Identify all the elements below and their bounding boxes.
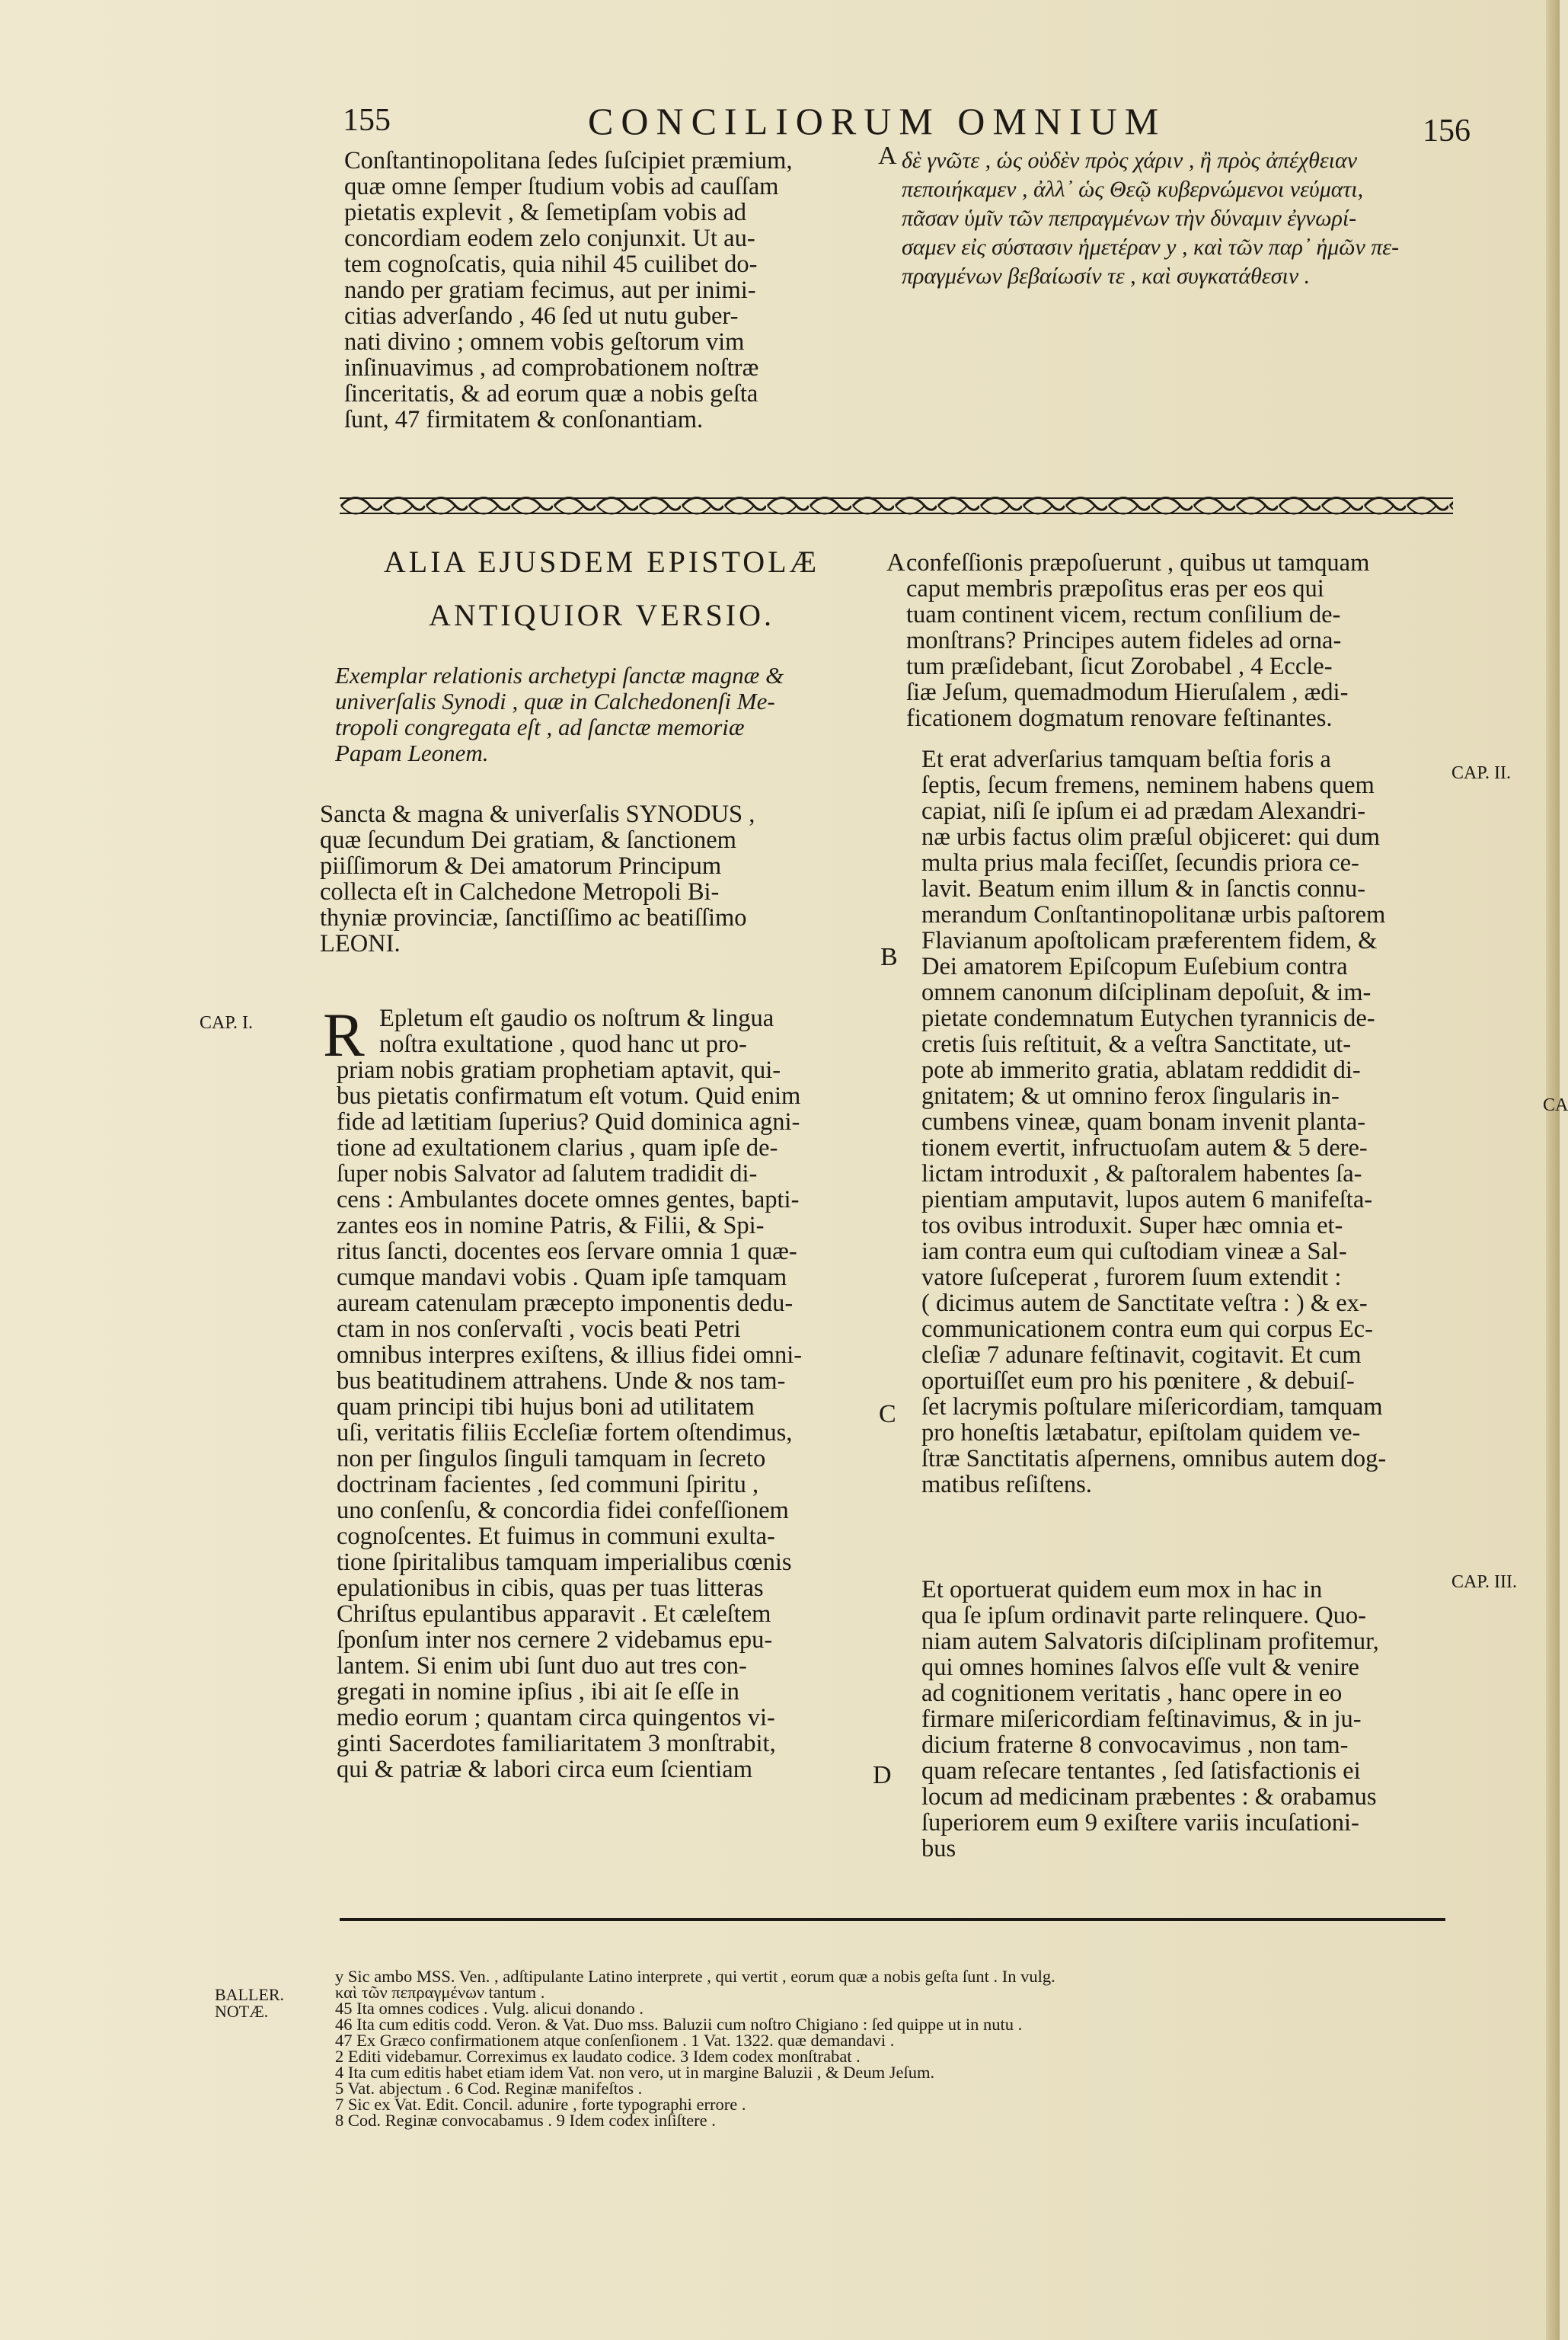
text-line: uno conſenſu, & concordia fidei confeſſionem xyxy=(337,1497,789,1524)
main-right-block-2 xyxy=(921,746,1470,1498)
text-line: tione ad exultationem clarius , quam ipſe de- xyxy=(337,1134,778,1162)
text-line: oportuiſſet eum pro his pœnitere , & debuiſ- xyxy=(921,1367,1355,1395)
text-line: tionem evertit, infructuoſam autem & 5 dere- xyxy=(921,1134,1368,1162)
greek-line: πεποιήκαμεν , ἀλλ᾽ ὡς Θεῷ κυβερνώμενοι νεύματι, xyxy=(902,177,1364,202)
text-line: ctam in nos conſervaſti , vocis beati Petri xyxy=(337,1315,741,1343)
text-line: ficationem dogmatum renovare feſtinantes. xyxy=(906,705,1333,732)
text-line: quam reſecare tentantes , ſed ſatisfactionis ei xyxy=(921,1757,1361,1785)
main-left-column xyxy=(337,1057,885,1782)
text-line: firmare miſericordiam feſtinavimus, & in ju- xyxy=(921,1705,1362,1733)
margin-letter-a-top: A xyxy=(878,142,897,170)
footnote-line: 2 Editi videbamur. Correximus ex laudato codice. 3 Idem codex monſtrabat . xyxy=(335,2047,861,2066)
text-line: bus beatitudinem attrahens. Unde & nos tam- xyxy=(337,1367,786,1395)
text-line: concordiam eodem zelo conjunxit. Ut au- xyxy=(344,225,755,252)
text-line: pietate condemnatum Eutychen tyrannicis de- xyxy=(921,1005,1375,1032)
text-line: cleſiæ 7 adunare feſtinavit, cogitavit. Et cum xyxy=(921,1341,1362,1369)
margin-cap-1: CAP. I. xyxy=(200,1013,254,1033)
text-line: omnem canonum diſciplinam depoſuit, & im- xyxy=(921,979,1372,1006)
text-line: auream catenulam præcepto imponentis dedu- xyxy=(337,1290,794,1317)
text-line: nando per gratiam fecimus, aut per inimi- xyxy=(344,277,756,304)
salutation-line: LEONI. xyxy=(320,930,401,957)
section-title-line2: ANTIQUIOR VERSIO. xyxy=(429,598,774,632)
text-line: ſinceritatis, & ad eorum quæ a nobis geſta xyxy=(344,380,758,408)
text-line: zantes eos in nomine Patris, & Filii, & Spi- xyxy=(337,1212,765,1239)
footnote-line: 5 Vat. abjectum . 6 Cod. Reginæ manifeſtos . xyxy=(335,2079,643,2098)
text-line: ſtræ Sanctitatis aſpernens, omnibus autem dog- xyxy=(921,1445,1387,1472)
text-line: bus pietatis confirmatum eſt votum. Quid enim xyxy=(337,1082,801,1110)
greek-line: δὲ γνῶτε , ὡς οὐδὲν πρὸς χάριν , ἢ πρὸς ἀπέχθειαν xyxy=(902,148,1358,173)
greek-line: σαμεν εἰς σύστασιν ἡμετέραν y , καὶ τῶν παρ᾽ ἡμῶν πε- xyxy=(902,235,1400,260)
text-line: ſet lacrymis poſtulare miſericordiam, tamquam xyxy=(921,1393,1383,1421)
salutation-line: quæ ſecundum Dei gratiam, & ſanctionem xyxy=(320,826,736,854)
text-line: multa prius mala feciſſet, ſecundis priora ce- xyxy=(921,849,1359,877)
notes-label-baller: BALLER. xyxy=(215,1985,285,2004)
text-line: noſtra exultatione , quod hanc ut pro- xyxy=(379,1031,747,1058)
text-line: Epletum eſt gaudio os noſtrum & lingua xyxy=(379,1005,774,1032)
text-line: Conſtantinopolitana ſedes ſuſcipiet præmium, xyxy=(344,147,793,174)
text-line: vatore ſuſceperat , furorem ſuum extendit : xyxy=(921,1264,1342,1291)
text-line: tione ſpiritalibus tamquam imperialibus cœnis xyxy=(337,1549,792,1576)
text-line: ginti Sacerdotes familiaritatem 3 monſtrabit, xyxy=(337,1730,776,1757)
notes-label-notae: NOTÆ. xyxy=(215,2002,269,2021)
text-line: lavit. Beatum enim illum & in ſanctis connu- xyxy=(921,875,1366,903)
synodus-salutation xyxy=(320,801,883,957)
text-line: ( dicimus autem de Sanctitate veſtra : ) & ex- xyxy=(921,1290,1368,1317)
text-line: pientiam amputavit, lupos autem 6 manifeſta- xyxy=(921,1186,1373,1213)
salutation-line: collecta eſt in Calchedone Metropoli Bi- xyxy=(320,878,720,906)
text-line: ſiæ Jeſum, quemadmodum Hieruſalem , ædi- xyxy=(906,679,1349,706)
text-line: epulationibus in cibis, quas per tuas litteras xyxy=(337,1574,764,1602)
footnote-line: 4 Ita cum editis habet etiam idem Vat. non vero, ut in margine Baluzii , & Deum Jeſum. xyxy=(335,2063,935,2082)
text-line: qui & patriæ & labori circa eum ſcientiam xyxy=(337,1756,753,1783)
text-line: quæ omne ſemper ſtudium vobis ad cauſſam xyxy=(344,173,779,200)
exemplar-line: Papam Leonem. xyxy=(335,740,489,766)
text-line: caput membris præpoſitus eras per eos qui xyxy=(906,575,1324,603)
text-line: tos ovibus introduxit. Super hæc omnia et- xyxy=(921,1212,1343,1239)
text-line: ad cognitionem veritatis , hanc opere in eo xyxy=(921,1680,1343,1707)
running-title: CONCILIORUM OMNIUM xyxy=(588,100,1167,142)
footnote-rule xyxy=(340,1918,1445,1921)
page-number-right: 156 xyxy=(1423,113,1471,149)
footnote-line: 47 Ex Græco confirmationem atque conſenſionem . 1 Vat. 1322. quæ demandavi . xyxy=(335,2031,895,2050)
text-line: communicationem contra eum qui corpus Ec- xyxy=(921,1315,1373,1343)
text-line: cumque mandavi vobis . Quam ipſe tamquam xyxy=(337,1264,787,1291)
text-line: quam principi tibi hujus boni ad utilitatem xyxy=(337,1393,755,1421)
text-line: confeſſionis præpoſuerunt , quibus ut tamquam xyxy=(906,549,1370,577)
text-line: gnitatem; & ut omnino ferox ſingularis in- xyxy=(921,1082,1340,1110)
text-line: pote ab immerito gratia, ablatam reddidit di- xyxy=(921,1057,1361,1084)
ornamental-band xyxy=(340,491,1453,521)
margin-cap-cut: CA xyxy=(1543,1095,1568,1115)
margin-letter-c: C xyxy=(879,1400,896,1428)
text-line: Et erat adverſarius tamquam beſtia foris a xyxy=(921,746,1331,773)
greek-line: πᾶσαν ὑμῖν τῶν πεπραγμένων τὴν δύναμιν ἐγνωρί- xyxy=(902,206,1357,231)
margin-letter-a: A xyxy=(886,548,905,577)
text-line: merandum Conſtantinopolitanæ urbis paſtorem xyxy=(921,901,1386,929)
margin-cap-3: CAP. III. xyxy=(1451,1572,1518,1592)
text-line: inſinuavimus , ad comprobationem noſtræ xyxy=(344,354,759,382)
text-line: cumbens vineæ, quam bonam invenit planta- xyxy=(921,1108,1366,1136)
text-line: locum ad medicinam præbentes : & orabamus xyxy=(921,1783,1377,1811)
top-right-greek-column xyxy=(902,146,1435,291)
text-line: doctrinam facientes , ſed communi ſpiritu , xyxy=(337,1471,759,1498)
footnote-line: y Sic ambo MSS. Ven. , adſtipulante Latino interprete , qui vertit , eorum quæ a nobis geſta ſunt . In vulg. xyxy=(335,1967,1055,1986)
exemplar-line: univerſalis Synodi , quæ in Calchedonenſi Me- xyxy=(335,688,775,714)
text-line: medio eorum ; quantam circa quingentos vi- xyxy=(337,1704,775,1731)
main-left-dropcap-lines xyxy=(379,1005,882,1057)
text-line: citias adverſando , 46 ſed ut nutu guber- xyxy=(344,302,739,330)
page-number-left: 155 xyxy=(343,103,391,138)
text-line: monſtrans? Principes autem fideles ad orna- xyxy=(906,627,1342,654)
text-line: matibus reſiſtens. xyxy=(921,1471,1092,1498)
salutation-line: thyniæ provinciæ, ſanctiſſimo ac beatiſſimo xyxy=(320,904,747,932)
text-line: iam contra eum qui cuſtodiam vineæ a Sal- xyxy=(921,1238,1347,1265)
text-line: pro honeſtis lætabatur, epiſtolam quidem ve- xyxy=(921,1419,1361,1447)
main-right-block-1 xyxy=(906,550,1462,731)
footnote-line: 7 Sic ex Vat. Edit. Concil. adunire , forte typographi errore . xyxy=(335,2095,746,2114)
margin-cap-2: CAP. II. xyxy=(1451,763,1512,783)
text-line: niam autem Salvatoris diſciplinam profitemur, xyxy=(921,1628,1379,1655)
main-right-block-3 xyxy=(921,1577,1470,1862)
footnote-line: 8 Cod. Reginæ convocabamus . 9 Idem codex inſiſtere . xyxy=(335,2111,716,2130)
text-line: priam nobis gratiam prophetiam aptavit, qui- xyxy=(337,1057,781,1084)
text-line: omnibus interpres exiſtens, & illius fidei omni- xyxy=(337,1341,803,1369)
text-line: tuam continent vicem, rectum conſilium de- xyxy=(906,601,1341,628)
text-line: lictam introduxit , & paſtoralem habentes ſa- xyxy=(921,1160,1362,1188)
salutation-line: Sancta & magna & univerſalis SYNODUS , xyxy=(320,801,755,828)
salutation-line: piiſſimorum & Dei amatorum Principum xyxy=(320,852,722,880)
text-line: bus xyxy=(921,1835,956,1862)
margin-letter-b: B xyxy=(880,943,898,971)
text-line: pietatis explevit , & ſemetipſam vobis ad xyxy=(344,199,747,226)
footnote-line: καὶ τῶν πεπραγμένων tantum . xyxy=(335,1983,545,2002)
text-line: ſuperiorem eum 9 exiſtere variis incuſationi- xyxy=(921,1809,1359,1837)
text-line: dicium fraterne 8 convocavimus , non tam- xyxy=(921,1731,1349,1759)
footnote-line: 45 Ita omnes codices . Vulg. alicui donando . xyxy=(335,1999,644,2018)
text-line: cens : Ambulantes docete omnes gentes, bapti- xyxy=(337,1186,800,1213)
text-line: næ urbis factus olim præſul objiceret: qui dum xyxy=(921,823,1381,851)
text-line: tum præſidebant, ſicut Zorobabel , 4 Eccle- xyxy=(906,653,1333,680)
text-line: Chriſtus epulantibus apparavit . Et cæleſtem xyxy=(337,1600,771,1628)
text-line: Dei amatorem Epiſcopum Euſebium contra xyxy=(921,953,1348,980)
drop-cap: R xyxy=(323,1000,365,1069)
text-line: qua ſe ipſum ordinavit parte relinquere. Quo- xyxy=(921,1602,1366,1629)
text-line: capiat, niſi ſe ipſum ei ad prædam Alexandri- xyxy=(921,798,1366,825)
footnote-line: 46 Ita cum editis codd. Veron. & Vat. Duo mss. Baluzii cum noſtro Chigiano : ſed quippe ut in nutu . xyxy=(335,2015,1023,2034)
text-line: tem cognoſcatis, quia nihil 45 cuilibet do- xyxy=(344,251,758,278)
text-line: Flavianum apoſtolicam præferentem fidem, & xyxy=(921,927,1378,954)
exemplar-line: tropoli congregata eſt , ad ſanctæ memoriæ xyxy=(335,714,745,740)
page-edge xyxy=(1546,0,1560,2340)
text-line: ſponſum inter nos cernere 2 videbamus epu- xyxy=(337,1626,773,1654)
text-line: ritus ſancti, docentes eos ſervare omnia 1 quæ- xyxy=(337,1238,797,1265)
text-line: cognoſcentes. Et fuimus in communi exulta- xyxy=(337,1523,775,1550)
exemplar-line: Exemplar relationis archetypi ſanctæ magnæ & xyxy=(335,662,784,689)
text-line: Et oportuerat quidem eum mox in hac in xyxy=(921,1576,1323,1603)
section-title-line1: ALIA EJUSDEM EPISTOLÆ xyxy=(383,545,820,579)
text-line: ſuper nobis Salvator ad ſalutem tradidit di- xyxy=(337,1160,758,1188)
text-line: uſi, veritatis filiis Eccleſiæ fortem oſtendimus, xyxy=(337,1419,793,1447)
text-line: fide ad lætitiam ſuperius? Quid dominica agni- xyxy=(337,1108,800,1136)
text-line: ſunt, 47 firmitatem & conſonantiam. xyxy=(344,406,704,433)
text-line: cretis ſuis reſtituit, & a veſtra Sanctitate, ut- xyxy=(921,1031,1352,1058)
exemplar-heading xyxy=(335,663,883,766)
top-left-latin-column xyxy=(344,148,877,433)
text-line: gregati in nomine ipſius , ibi ait ſe eſſe in xyxy=(337,1678,739,1705)
text-line: qui omnes homines ſalvos eſſe vult & venire xyxy=(921,1654,1359,1681)
greek-line: πραγμένων βεβαίωσίν τε , καὶ συγκατάθεσιν . xyxy=(902,264,1311,289)
text-line: nati divino ; omnem vobis geſtorum vim xyxy=(344,328,745,356)
text-line: non per ſingulos ſinguli tamquam in ſecreto xyxy=(337,1445,766,1472)
text-line: ſeptis, ſecum fremens, neminem habens quem xyxy=(921,772,1375,799)
margin-letter-d: D xyxy=(873,1761,892,1789)
footnotes xyxy=(335,1968,1447,2128)
text-line: lantem. Si enim ubi ſunt duo aut tres con- xyxy=(337,1652,747,1680)
